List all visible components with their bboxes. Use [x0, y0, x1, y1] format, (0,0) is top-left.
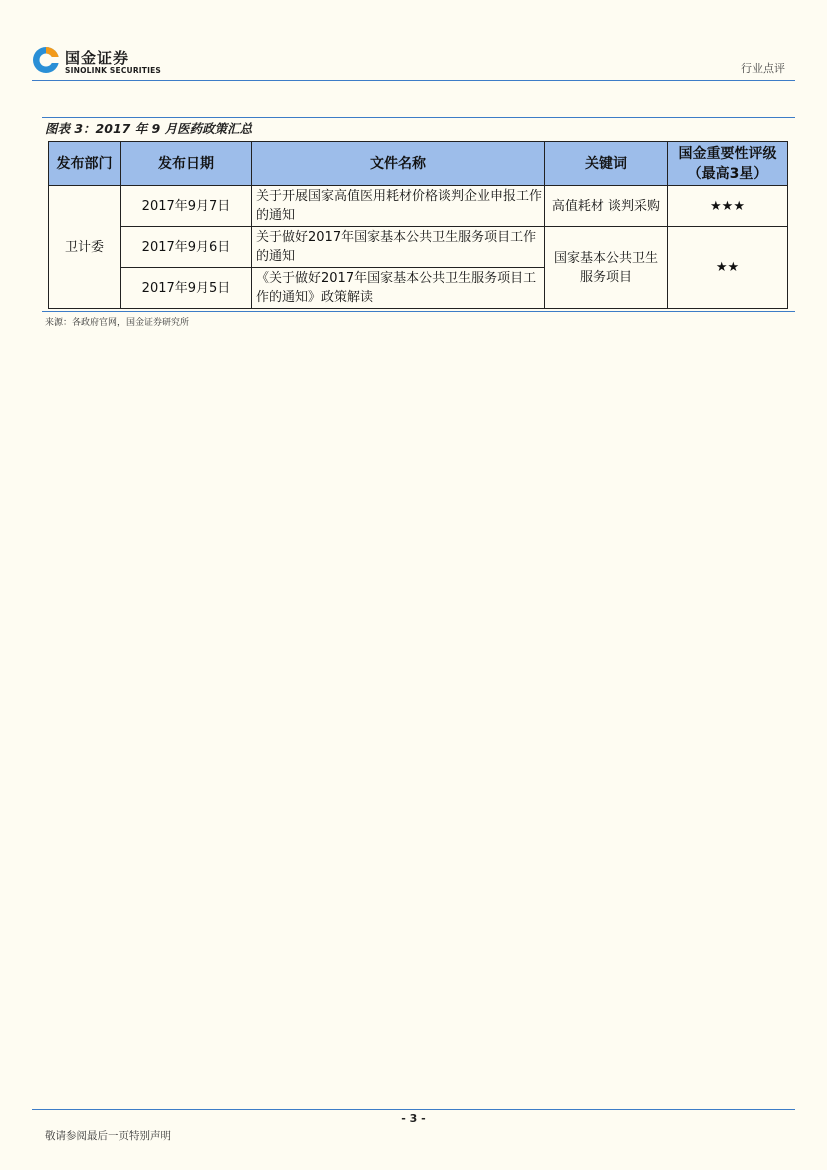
- column-header-department: 发布部门: [49, 142, 121, 186]
- keyword-cell: 国家基本公共卫生服务项目: [545, 227, 668, 309]
- figure-title: 图表 3：2017 年 9 月医药政策汇总: [45, 121, 253, 136]
- table-row: [49, 227, 788, 268]
- figure-source: 来源：各政府官网，国金证券研究所: [45, 318, 190, 328]
- table-row: [49, 186, 788, 227]
- figure-top-divider: [42, 117, 795, 118]
- policy-table: [48, 141, 788, 309]
- disclaimer-text: 敬请参阅最后一页特别声明: [45, 1130, 171, 1142]
- document-name-cell: 关于开展国家高值医用耗材价格谈判企业申报工作的通知: [252, 186, 545, 227]
- column-header-date: 发布日期: [121, 142, 252, 186]
- page-number: - 3 -: [401, 1112, 426, 1125]
- department-cell: 卫计委: [49, 186, 121, 309]
- company-name-cn: 国金证券: [65, 49, 130, 67]
- document-name-cell: 《关于做好2017年国家基本公共卫生服务项目工作的通知》政策解读: [252, 268, 545, 309]
- table-header-row: [49, 142, 788, 186]
- header-divider: [32, 80, 795, 81]
- document-name-cell: 关于做好2017年国家基本公共卫生服务项目工作的通知: [252, 227, 545, 268]
- column-header-document-name: 文件名称: [252, 142, 545, 186]
- rating-cell: ★★: [668, 227, 788, 309]
- column-header-rating: 国金重要性评级 （最高3星）: [668, 142, 788, 186]
- sinolink-logo-icon: [32, 46, 60, 74]
- report-type: 行业点评: [741, 62, 785, 75]
- date-cell: 2017年9月6日: [121, 227, 252, 268]
- keyword-cell: 高值耗材 谈判采购: [545, 186, 668, 227]
- figure-bottom-divider: [42, 311, 795, 312]
- company-name-en: SINOLINK SECURITIES: [65, 66, 162, 75]
- rating-cell: ★★★: [668, 186, 788, 227]
- column-header-keywords: 关键词: [545, 142, 668, 186]
- date-cell: 2017年9月7日: [121, 186, 252, 227]
- footer-divider: [32, 1109, 795, 1110]
- company-logo: [32, 44, 162, 78]
- date-cell: 2017年9月5日: [121, 268, 252, 309]
